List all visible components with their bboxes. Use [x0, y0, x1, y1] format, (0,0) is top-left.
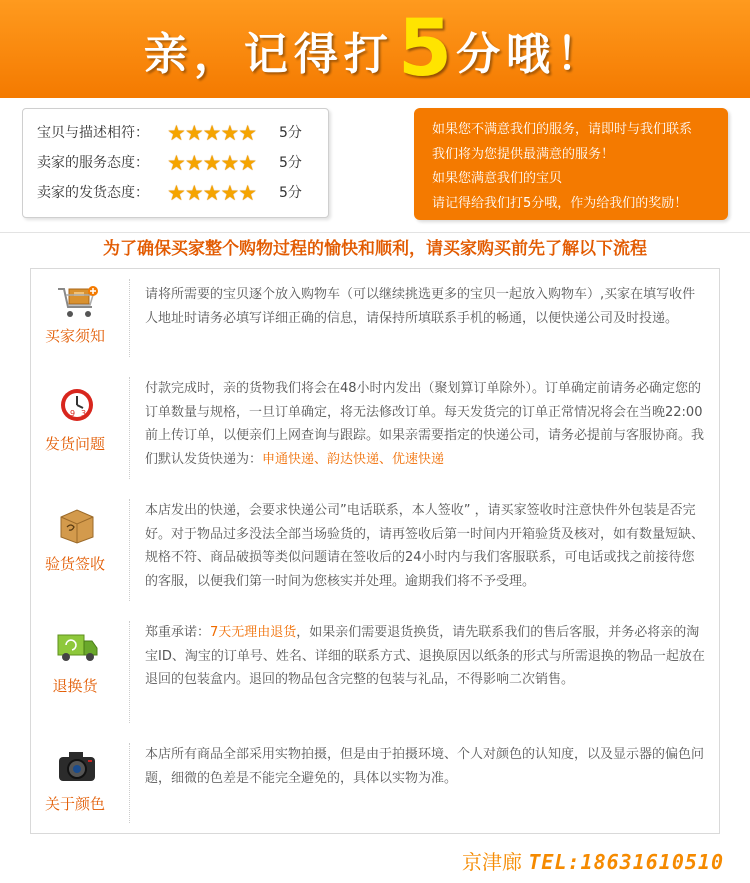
step-text: 请将所需要的宝贝逐个放入购物车（可以继续挑选更多的宝贝一起放入购物车）,买家在填写收件人地址时请务必填写详细正确的信息，请保持所填联系手机的畅通，以便快递公司及时投递。 [145, 287, 696, 326]
step-title: 关于颜色 [44, 795, 105, 813]
step-divider [129, 499, 130, 601]
delivery-truck-icon [55, 627, 99, 667]
step-side [31, 367, 119, 489]
step-shipping [31, 367, 719, 490]
step-divider [129, 743, 130, 823]
camera-icon [55, 745, 99, 785]
step-text-main: 付款完成时，亲的货物我们将会在48小时内发出（聚划算订单除外）。订单确定前请务必确定您的订单数量与规格，一旦订单确定，将无法修改订单。每天发货完的订单正常情况将会在当晚22:00前上传订单，以便亲们上网查询与跟踪。如果亲需要指定的快递公司，请务必提前与客服协商。我们默认发货快递为： [145, 381, 705, 467]
step-returns [31, 611, 719, 734]
svg-text:3: 3 [81, 409, 87, 418]
rating-section [0, 98, 750, 233]
process-steps [30, 268, 720, 834]
telephone-number: TEL:18631610510 [528, 850, 724, 874]
satisfaction-notice [414, 108, 728, 220]
notice-line: 如果您满意我们的宝贝 [432, 171, 563, 186]
package-box-icon [55, 505, 99, 545]
svg-text:9: 9 [70, 409, 76, 418]
default-couriers: 申通快递、韵达快递、优速快递 [262, 451, 445, 467]
rating-row-description [37, 120, 302, 146]
rating-box [22, 108, 329, 218]
step-buyer-notice [31, 269, 719, 368]
clock-icon [55, 385, 99, 425]
step-title: 验货签收 [44, 555, 105, 573]
rating-score: 5分 [279, 125, 302, 141]
contact-footer [462, 846, 724, 876]
step-divider [129, 621, 130, 723]
shopping-cart-icon [55, 283, 99, 323]
five-stars-icon: ★★★★★ [167, 121, 257, 145]
banner-number-five: 5 [397, 4, 453, 94]
step-text: 本店所有商品全部采用实物拍摄，但是由于拍摄环境、个人对颜色的认知度，以及显示器的偏色问题，细微的色差是不能完全避免的，具体以实物为准。 [145, 747, 705, 786]
title-banner [0, 0, 750, 98]
shop-name: 京津廊 [462, 850, 523, 874]
rating-row-service [37, 150, 302, 176]
step-side [31, 269, 119, 367]
rating-label: 卖家的发货态度： [37, 185, 149, 201]
step-text [145, 621, 705, 692]
step-title: 发货问题 [44, 435, 105, 453]
five-stars-icon: ★★★★★ [167, 151, 257, 175]
banner-text-before: 亲，记得打 [143, 29, 394, 80]
rating-row-shipping [37, 180, 302, 206]
rating-score: 5分 [279, 155, 302, 171]
step-divider [129, 377, 130, 479]
step-side [31, 611, 119, 733]
seven-day-return: 7天无理由退货 [210, 625, 297, 640]
notice-line: 请记得给我们打5分哦，作为给我们的奖励！ [432, 195, 688, 211]
step-text: 本店发出的快递，会要求快递公司”电话联系，本人签收” ，请买家签收时注意快件外包装是否完好。对于物品过多没法全部当场验货的，请再签收后第一时间内开箱验货及核对，如有数量短缺、规格不符、商品破损等类似问题请在签收后的24小时内与我们客服联系，可电话或找之前接待您的客服，以便我们第一时间为您核实并处理。逾期我们将不予受理。 [145, 503, 705, 589]
step-text [145, 377, 705, 471]
step-title: 退换货 [52, 677, 98, 695]
step-title: 买家须知 [44, 327, 105, 345]
rating-label: 卖家的服务态度： [37, 155, 149, 171]
step-divider [129, 279, 130, 357]
step-inspect-sign [31, 489, 719, 612]
notice-line: 如果您不满意我们的服务，请即时与我们联系 [432, 122, 693, 137]
five-stars-icon: ★★★★★ [167, 181, 257, 205]
step-side [31, 733, 119, 833]
notice-line: 我们将为您提供最满意的服务！ [432, 146, 615, 162]
process-subtitle: 为了确保买家整个购物过程的愉快和顺利，请买家购买前先了解以下流程 [103, 239, 647, 259]
step-side [31, 489, 119, 611]
step-text-main: ，如果亲们需要退货换货，请先联系我们的售后客服，并务必将亲的淘宝ID、淘宝的订单号、姓名、详细的联系方式、退换原因以纸条的形式与所需退换的物品一起放在退回的包装盒内。退回的物品包含完整的包装与礼品，不得影响二次销售。 [145, 625, 705, 687]
step-color [31, 733, 719, 833]
rating-label: 宝贝与描述相符： [37, 125, 149, 141]
promise-prefix: 郑重承诺： [145, 625, 211, 640]
banner-text-after: 分哦！ [456, 29, 607, 80]
rating-score: 5分 [279, 185, 302, 201]
